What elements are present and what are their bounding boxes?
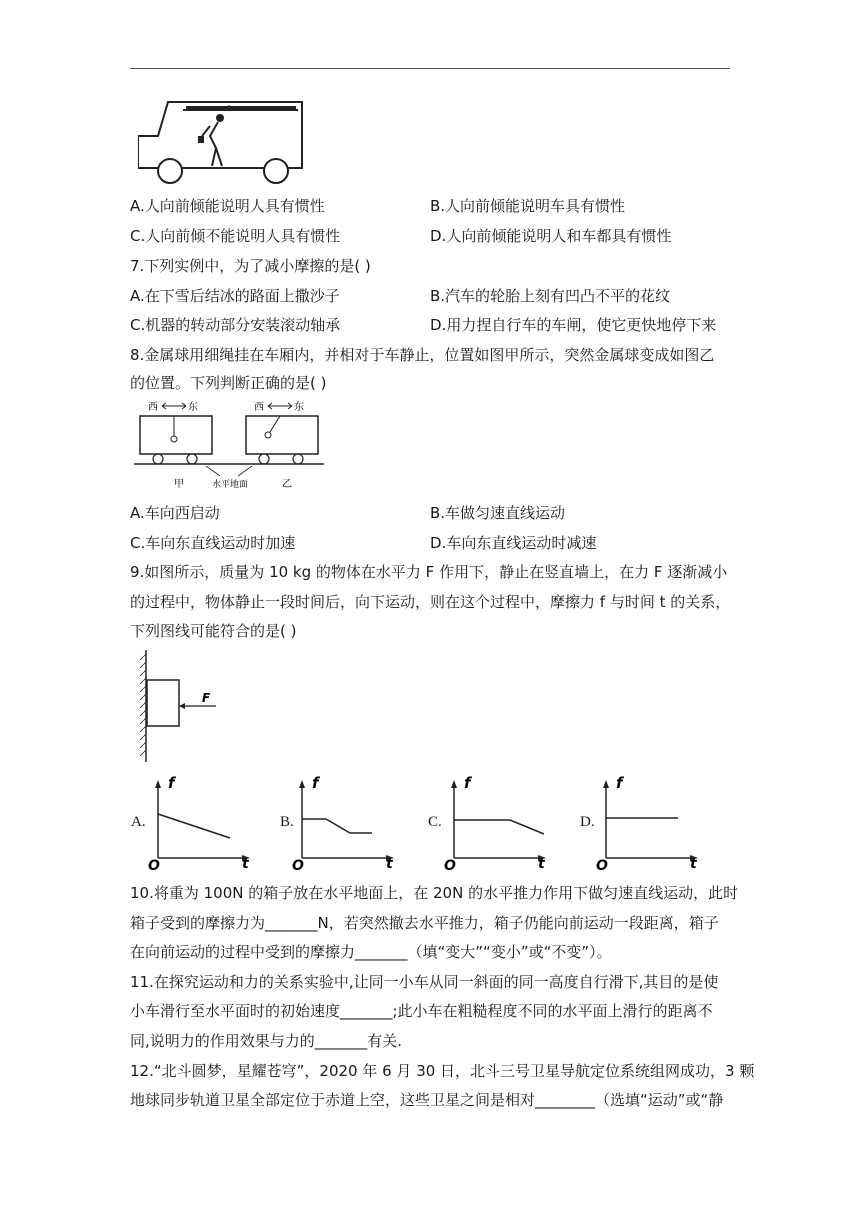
q8-ground-label: 水平地面: [212, 480, 249, 490]
q10-line3: 在向前运动的过程中受到的摩擦力_______（填“变大”“变小”或“不变”）。: [130, 943, 612, 961]
q11-line2: 小车滑行至水平面时的初始速度_______;此小车在粗糙程度不同的水平面上滑行的距离不: [130, 1002, 713, 1020]
graph-a-origin: O: [148, 858, 160, 870]
q8-figure: [134, 398, 324, 490]
graph-c-label: C.: [428, 814, 442, 830]
q8-east-label-1: 东: [188, 402, 198, 413]
q8-option-c: C.车向东直线运动时加速: [130, 534, 296, 552]
graph-c: [444, 772, 554, 870]
graph-b: [292, 772, 402, 870]
graph-c-origin: O: [444, 858, 456, 870]
graph-d-f-axis: f: [616, 774, 623, 792]
graph-b-label: B.: [280, 814, 294, 830]
graph-a: [148, 772, 258, 870]
q6-option-a: A.人向前倾能说明人具有惯性: [130, 197, 325, 215]
bus-figure: [138, 96, 308, 188]
q7-option-c: C.机器的转动部分安装滚动轴承: [130, 316, 341, 334]
q8-east-label-2: 东: [294, 402, 304, 413]
q12-line1: 12.“北斗圆梦，星耀苍穹”，2020 年 6 月 30 日，北斗三号卫星导航定位系统组网成功，3 颗: [130, 1062, 755, 1080]
q9-stem-line1: 9.如图所示，质量为 10 kg 的物体在水平力 F 作用下，静止在竖直墙上，在力 F 逐渐减小: [130, 563, 728, 581]
q10-line1: 10.将重为 100N 的箱子放在水平地面上，在 20N 的水平推力作用下做匀速直线运动，此时: [130, 884, 739, 902]
graph-a-t-axis: t: [242, 856, 249, 870]
q6-option-d: D.人向前倾能说明人和车都具有惯性: [430, 227, 672, 245]
q8-west-label-1: 西: [148, 402, 158, 413]
q8-west-label-2: 西: [254, 402, 264, 413]
graph-d-label: D.: [580, 814, 595, 830]
q11-line1: 11.在探究运动和力的关系实验中,让同一小车从同一斜面的同一高度自行滑下,其目的是使: [130, 973, 719, 991]
q7-option-b: B.汽车的轮胎上刻有凹凸不平的花纹: [430, 287, 671, 305]
q8-option-a: A.车向西启动: [130, 504, 220, 522]
q8-jia-label: 甲: [174, 479, 184, 490]
q6-option-b: B.人向前倾能说明车具有惯性: [430, 197, 626, 215]
graph-d-origin: O: [596, 858, 608, 870]
graph-a-f-axis: f: [168, 774, 175, 792]
q8-option-b: B.车做匀速直线运动: [430, 504, 566, 522]
q12-line2: 地球同步轨道卫星全部定位于赤道上空，这些卫星之间是相对________（选填“运动”或“静: [130, 1091, 724, 1109]
q7-option-d: D.用力捏自行车的车闸，使它更快地停下来: [430, 316, 717, 334]
q11-line3: 同,说明力的作用效果与力的_______有关.: [130, 1032, 403, 1050]
q7-stem: 7.下列实例中，为了减小摩擦的是( ): [130, 257, 371, 275]
q8-stem-line2: 的位置。下列判断正确的是( ): [130, 374, 327, 392]
q10-line2: 箱子受到的摩擦力为_______N，若突然撤去水平推力，箱子仍能向前运动一段距离，箱子: [130, 914, 719, 932]
q7-option-a: A.在下雪后结冰的路面上撒沙子: [130, 287, 340, 305]
wall-block-figure: [138, 650, 228, 762]
header-rule: [130, 68, 730, 69]
q8-stem-line1: 8.金属球用细绳挂在车厢内，并相对于车静止，位置如图甲所示，突然金属球变成如图乙: [130, 346, 715, 364]
graph-b-f-axis: f: [312, 774, 319, 792]
q9-stem-line2: 的过程中，物体静止一段时间后，向下运动，则在这个过程中，摩擦力 f 与时间 t 的关系，: [130, 593, 731, 611]
q6-option-c: C.人向前倾不能说明人具有惯性: [130, 227, 341, 245]
graph-a-label: A.: [131, 814, 146, 830]
q9-stem-line3: 下列图线可能符合的是( ): [130, 622, 297, 640]
graph-c-f-axis: f: [464, 774, 471, 792]
graph-c-t-axis: t: [538, 856, 545, 870]
graph-b-t-axis: t: [386, 856, 393, 870]
force-label: F: [202, 691, 211, 705]
q8-yi-label: 乙: [282, 479, 292, 490]
graph-d: [596, 772, 706, 870]
graph-d-t-axis: t: [690, 856, 697, 870]
graph-b-origin: O: [292, 858, 304, 870]
q8-option-d: D.车向东直线运动时减速: [430, 534, 597, 552]
